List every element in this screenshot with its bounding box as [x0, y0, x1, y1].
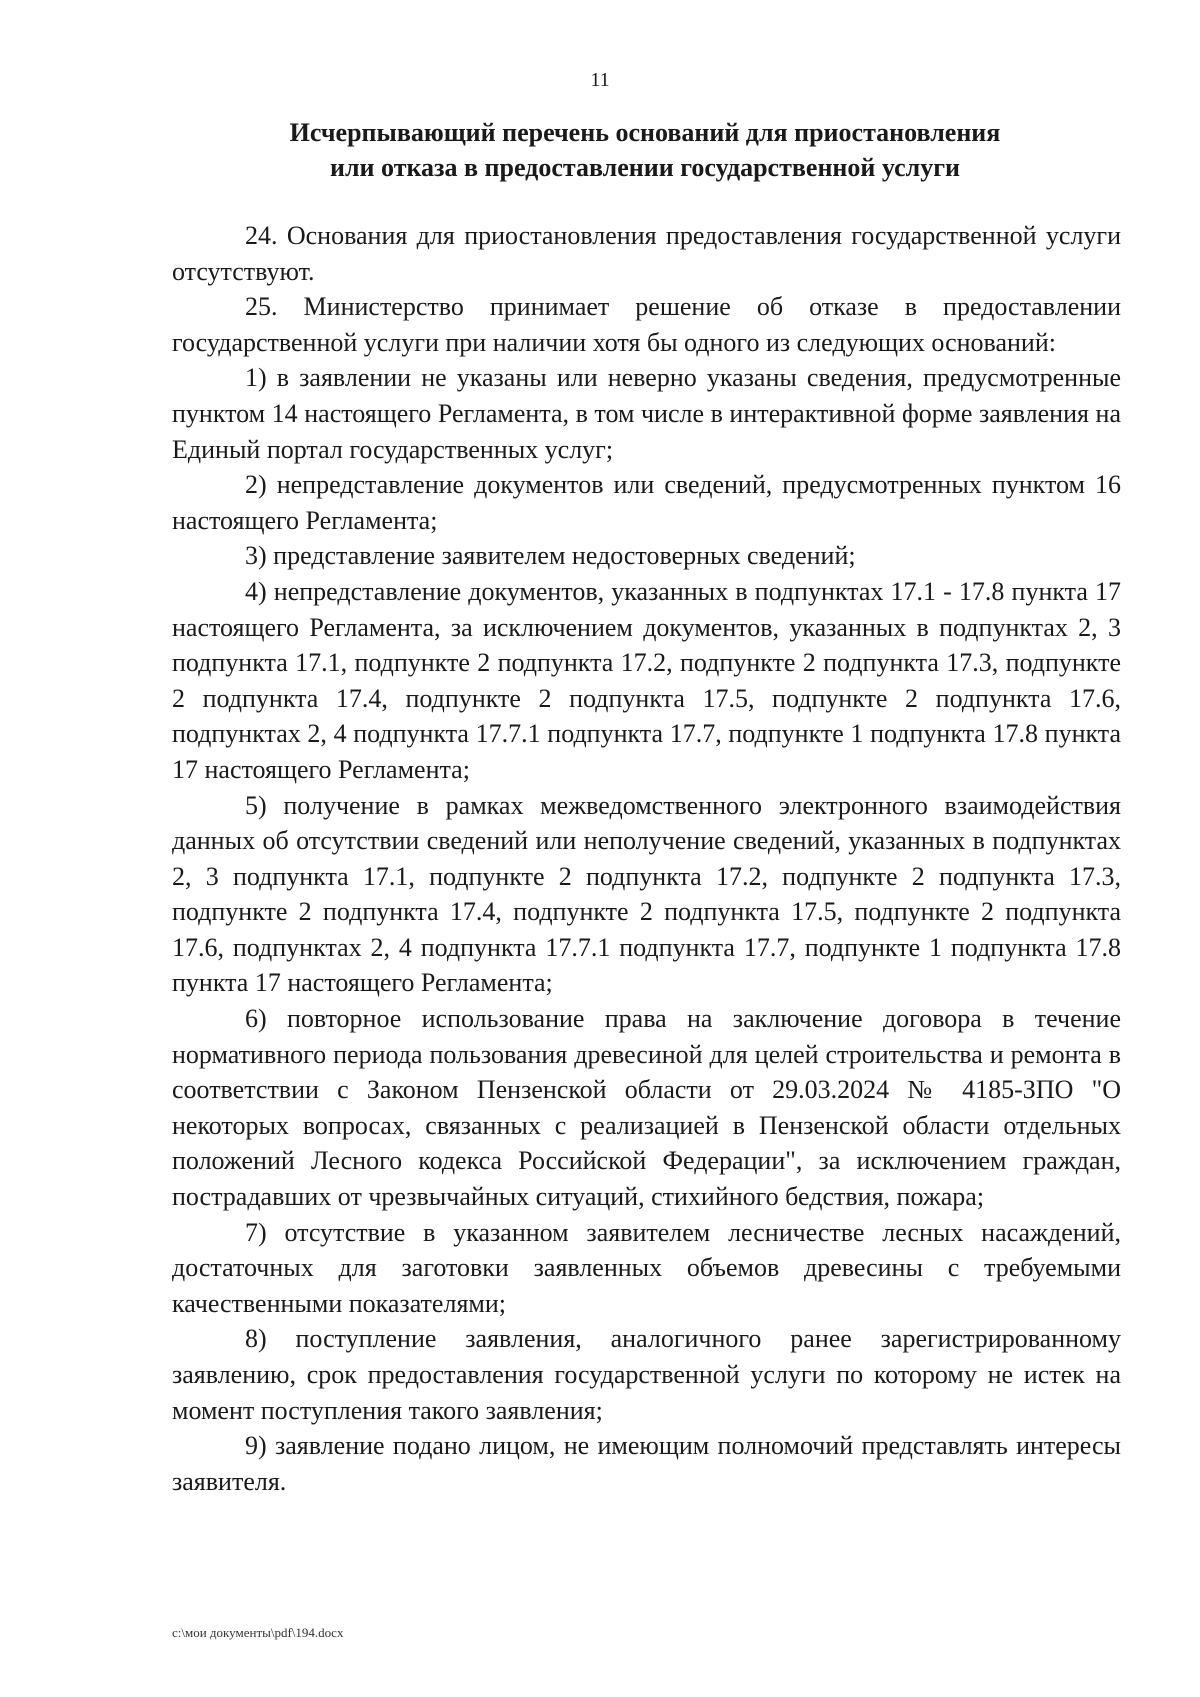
section-heading	[170, 115, 1120, 185]
list-item-1: 1) в заявлении не указаны или неверно указаны сведения, предусмотренные пунктом 14 настоящего Регламента, в том числе в интерактивной форме заявления на Единый портал государственных услуг;	[172, 363, 1121, 464]
page-number: 11	[590, 69, 610, 91]
list-item-9: 9) заявление подано лицом, не имеющим полномочий представлять интересы заявителя.	[172, 1431, 1121, 1496]
file-path-footer: c:\мои документы\pdf\194.docx	[172, 1625, 344, 1640]
list-item-5: 5) получение в рамках межведомственного электронного взаимодействия данных об отсутствии сведений или неполучение сведений, указанных в подпунктах 2, 3 подпункта 17.1, подпункте 2 подпункта 17.2, подпункте 2 подпункта 17.3, подпункте 2 подпункта 17.4, подпункте 2 подпункта 17.5, подпункте 2 подпункта 17.6, подпунктах 2, 4 подпункта 17.7.1 подпункта 17.7, подпункте 1 подпункта 17.8 пункта 17 настоящего Регламента;	[172, 790, 1121, 998]
list-item-6: 6) повторное использование права на заключение договора в течение нормативного периода пользования древесиной для целей строительства и ремонта в соответствии с Законом Пензенской области от 29.03.2024 № 4185-ЗПО "О некоторых вопросах, связанных с реализацией в Пензенской области отдельных положений Лесного кодекса Российской Федерации", за исключением граждан, пострадавших от чрезвычайных ситуаций, стихийного бедствия, пожара;	[172, 1004, 1121, 1212]
section-heading-line-2: или отказа в предоставлении государственной услуги	[329, 153, 961, 182]
section-heading-line-1: Исчерпывающий перечень оснований для приостановления	[289, 118, 1001, 147]
paragraph-24: 24. Основания для приостановления предоставления государственной услуги отсутствуют.	[172, 221, 1121, 286]
body-text	[172, 218, 1121, 1499]
list-item-3: 3) представление заявителем недостоверных сведений;	[245, 541, 856, 571]
list-item-7: 7) отсутствие в указанном заявителем лесничестве лесных насаждений, достаточных для заготовки заявленных объемов древесины с требуемыми качественными показателями;	[172, 1217, 1121, 1318]
list-item-4: 4) непредставление документов, указанных в подпунктах 17.1 - 17.8 пункта 17 настоящего Регламента, за исключением документов, указанных в подпунктах 2, 3 подпункта 17.1, подпункте 2 подпункта 17.2, подпункте 2 подпункта 17.3, подпункте 2 подпункта 17.4, подпункте 2 подпункта 17.5, подпункте 2 подпункта 17.6, подпунктах 2, 4 подпункта 17.7.1 подпункта 17.7, подпункте 1 подпункта 17.8 пункта 17 настоящего Регламента;	[172, 576, 1121, 784]
list-item-8: 8) поступление заявления, аналогичного ранее зарегистрированному заявлению, срок предоставления государственной услуги по которому не истек на момент поступления такого заявления;	[172, 1324, 1121, 1425]
paragraph-25: 25. Министерство принимает решение об отказе в предоставлении государственной услуги при наличии хотя бы одного из следующих оснований:	[172, 292, 1121, 357]
list-item-2: 2) непредставление документов или сведений, предусмотренных пунктом 16 настоящего Регламента;	[172, 470, 1121, 535]
